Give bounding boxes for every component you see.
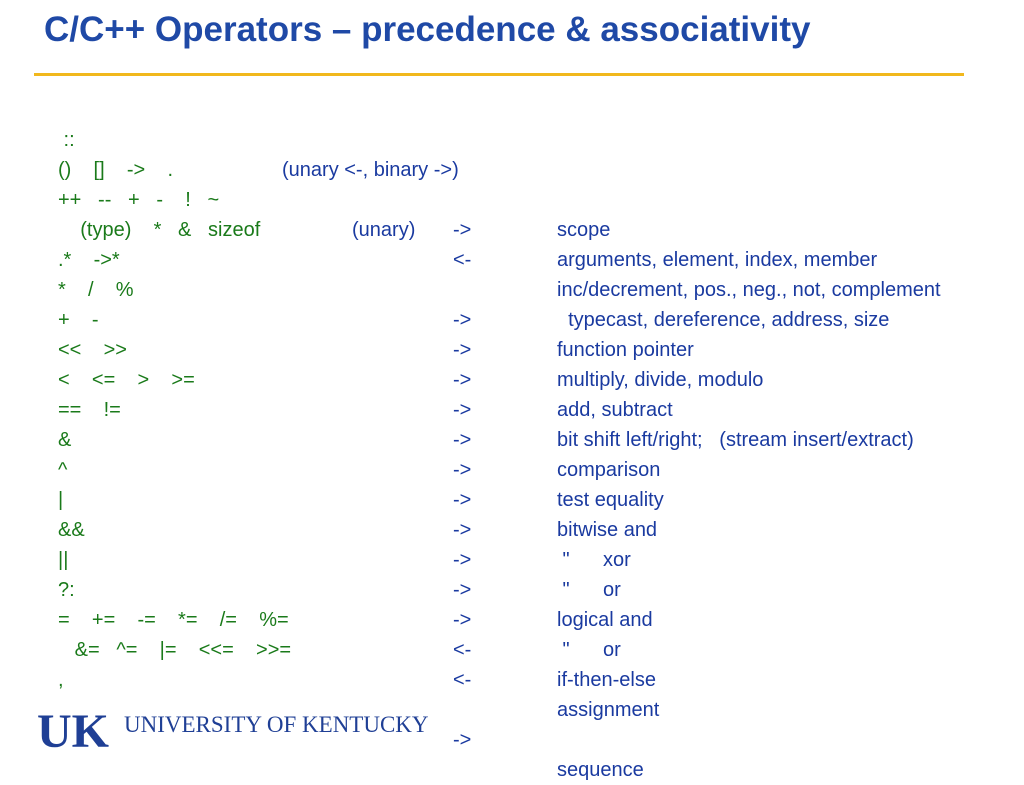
description-cell: bit shift left/right; (stream insert/extract) [557, 429, 914, 451]
description-cell: function pointer [557, 339, 694, 361]
description-cell: logical and [557, 609, 653, 631]
associativity-cell: -> [453, 579, 472, 601]
operators-cell: , [58, 669, 64, 691]
operators-cell: = += -= *= /= %= [58, 609, 289, 631]
associativity-cell: <- [453, 249, 472, 271]
description-cell: multiply, divide, modulo [557, 369, 764, 391]
operators-cell: ++ -- + - ! ~ [58, 189, 220, 211]
operators-cell: ?: [58, 579, 75, 601]
uk-logo-icon [37, 705, 121, 751]
operators-cell: ^ [58, 459, 68, 481]
operators-cell: < <= > >= [58, 369, 195, 391]
associativity-cell: -> [453, 519, 472, 541]
operators-cell: * / % [58, 279, 134, 301]
associativity-cell: -> [453, 429, 472, 451]
associativity-cell: -> [453, 219, 472, 241]
page-title: C/C++ Operators – precedence & associativity [44, 10, 811, 49]
description-cell: test equality [557, 489, 664, 511]
description-cell: if-then-else [557, 669, 656, 691]
university-wordmark: UNIVERSITY OF KENTUCKY [124, 712, 429, 737]
associativity-cell: -> [453, 399, 472, 421]
operators-cell: && [58, 519, 85, 541]
uk-logo-mark: UK [37, 705, 109, 751]
operators-cell: (type) * & sizeof [58, 219, 261, 241]
operators-cell: << >> [58, 339, 127, 361]
operators-cell: () [] -> . [58, 159, 174, 181]
operators-cell: + - [58, 309, 99, 331]
associativity-cell: -> [453, 549, 472, 571]
operators-cell: & [58, 429, 72, 451]
description-cell: typecast, dereference, address, size [557, 309, 890, 331]
description-cell: assignment [557, 699, 660, 721]
associativity-cell: -> [453, 459, 472, 481]
description-cell: arguments, element, index, member [557, 249, 878, 271]
operators-cell: &= ^= |= <<= >>= [58, 639, 292, 661]
associativity-cell: -> [453, 729, 472, 751]
description-cell: bitwise and [557, 519, 658, 541]
title-divider [34, 73, 964, 76]
description-cell: add, subtract [557, 399, 673, 421]
associativity-cell: -> [453, 489, 472, 511]
note-cell: (unary <-, binary ->) [282, 159, 459, 181]
associativity-cell: -> [453, 609, 472, 631]
associativity-cell: -> [453, 339, 472, 361]
description-cell: " xor [557, 549, 631, 571]
description-cell: " or [557, 579, 621, 601]
associativity-cell: <- [453, 639, 472, 661]
operators-cell: :: [58, 129, 75, 151]
operators-cell: | [58, 489, 64, 511]
note-cell: (unary) [352, 219, 416, 241]
description-cell: " or [557, 639, 621, 661]
operators-cell: || [58, 549, 69, 571]
description-cell: inc/decrement, pos., neg., not, complement [557, 279, 941, 301]
operators-cell: .* ->* [58, 249, 120, 271]
description-cell: comparison [557, 459, 661, 481]
associativity-cell: -> [453, 369, 472, 391]
operators-cell: == != [58, 399, 121, 421]
associativity-cell: -> [453, 309, 472, 331]
associativity-cell: <- [453, 669, 472, 691]
description-cell: scope [557, 219, 611, 241]
description-cell: sequence [557, 759, 644, 781]
